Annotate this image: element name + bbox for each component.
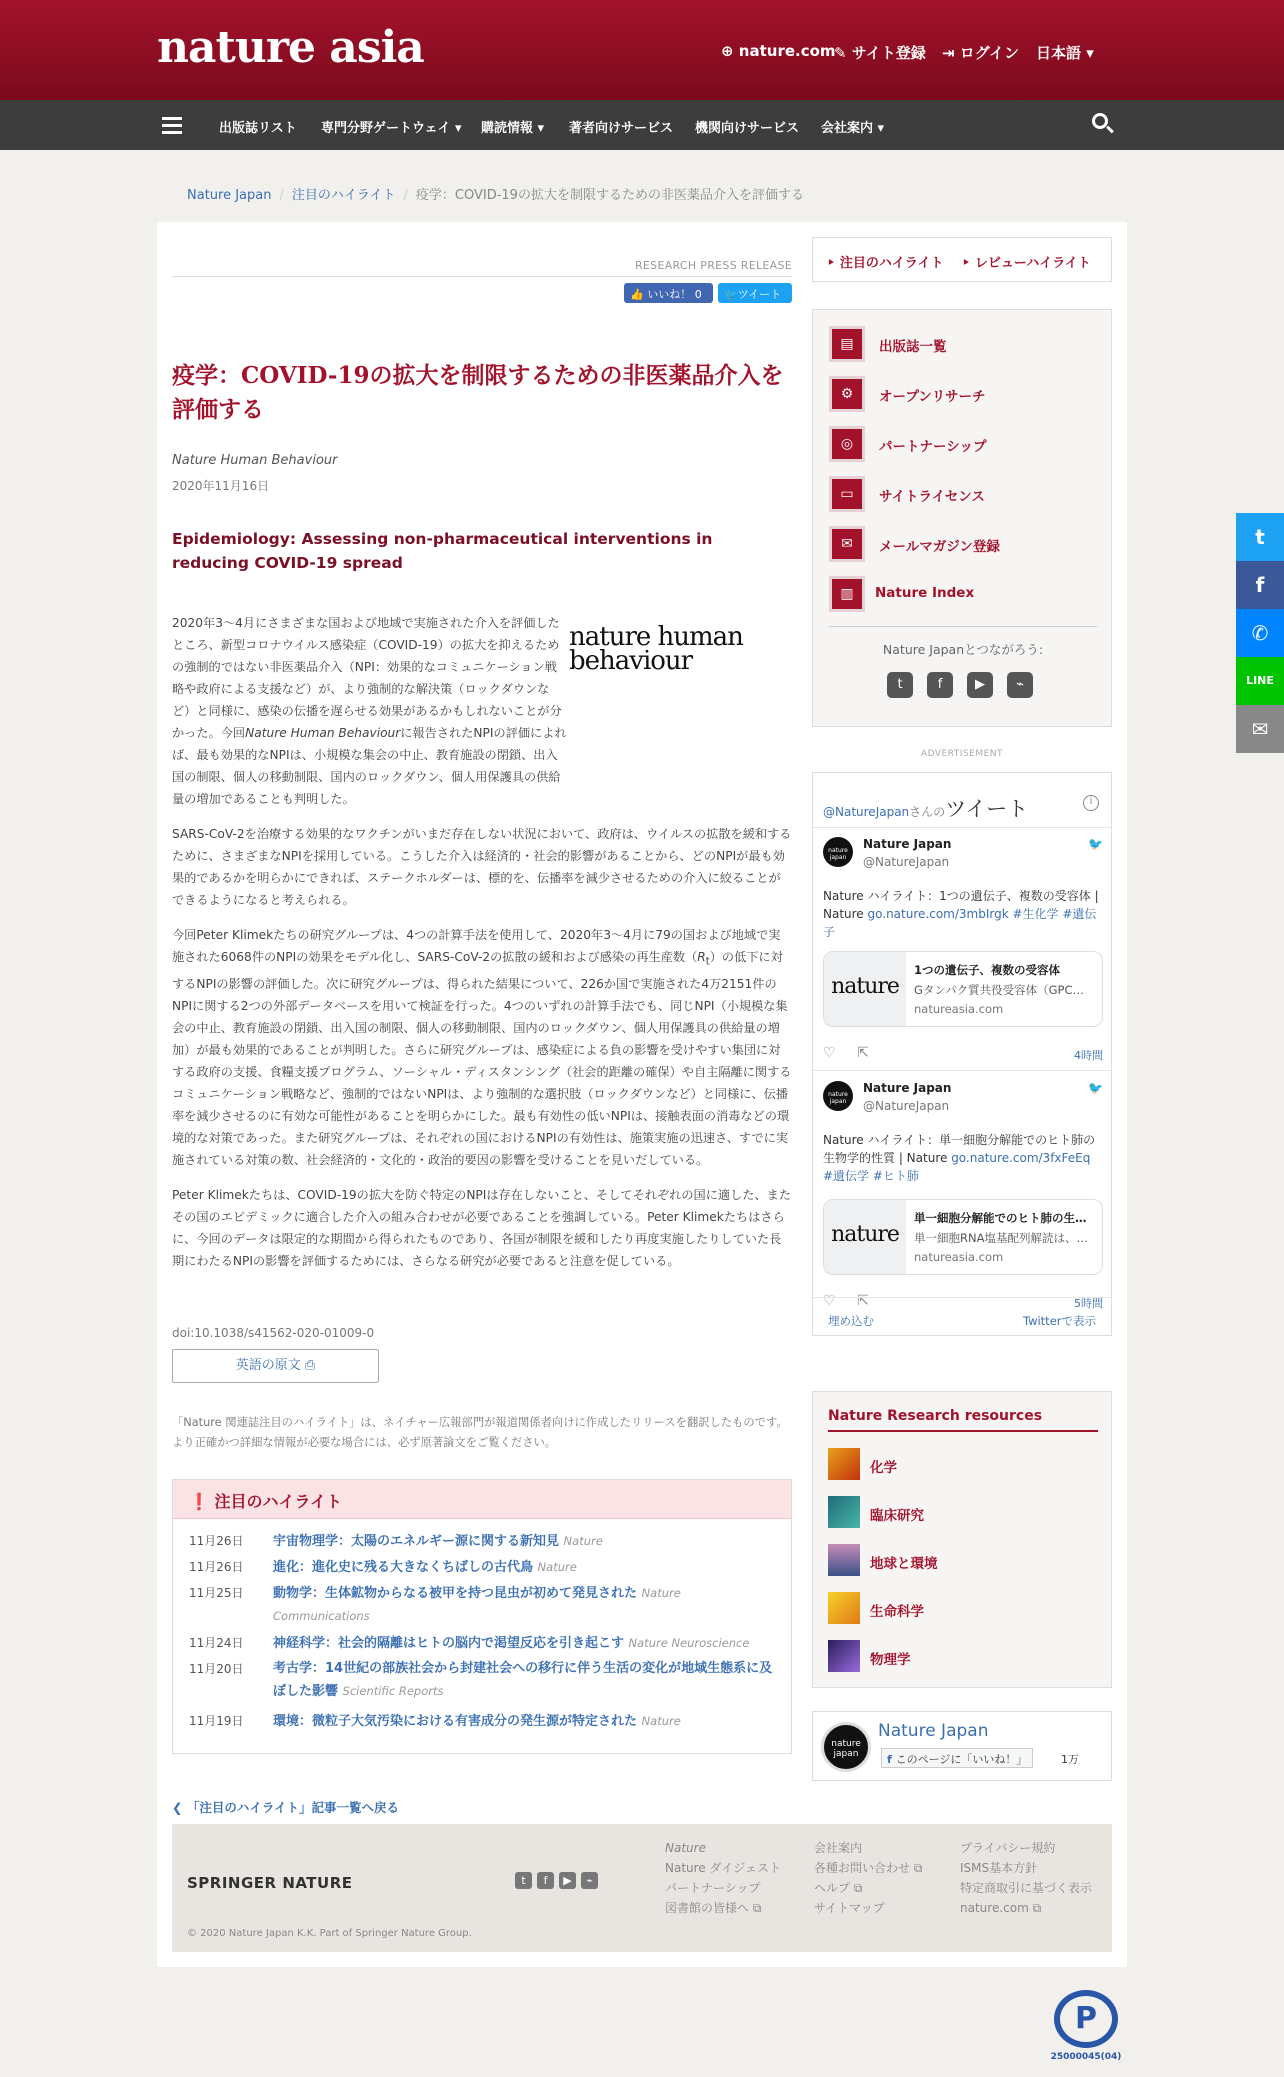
facebook-like-button[interactable]: 👍 いいね！ 0	[624, 283, 713, 303]
tweet-text: Nature ハイライト：1つの遺伝子、複数の受容体 | Nature go.nature.com/3mbIrgk #生化学 #遺伝子	[823, 889, 1099, 939]
paragraph-4: Peter Klimekたちは、COVID-19の拡大を防ぐ特定のNPIは存在しないこと、そしてそれぞれの国に適した、またその国のエピデミックに適合した介入の組み合わせが必要であることを強調している。Peter Klimekたちはさらに、今回のデータは限定的な期間から得られたものであり、各国が制限を緩和したり再度実施したりしていた長期にわたるNPIの影響を評価するためには、さらなる研究が必要であると注意を促している。	[172, 1188, 792, 1269]
hamburger-menu-icon[interactable]	[162, 115, 182, 135]
nature-com-link[interactable]: ⊕ nature.com	[721, 42, 836, 60]
chemistry-thumbnail	[828, 1448, 860, 1480]
resources-box: Nature Research resources 化学 臨床研究 地球と環境 生命科学 物理学	[812, 1391, 1112, 1688]
share-facebook-icon[interactable]: f	[1236, 561, 1284, 609]
journal-logo: nature human behaviour	[569, 622, 743, 676]
copyright: © 2020 Nature Japan K.K. Part of Springer Nature Group.	[187, 1928, 472, 1939]
divider	[813, 1297, 1111, 1298]
physics-thumbnail	[828, 1640, 860, 1672]
tab-highlights[interactable]: ‣ 注目のハイライト	[827, 256, 944, 271]
highlight-link[interactable]: 考古学：14世紀の部族社会から封建社会への移行に伴う生活の変化が地域生態系に及ぼした影響	[273, 1661, 773, 1699]
target-icon: ◎	[829, 426, 865, 462]
language-dropdown[interactable]: 日本語 ▾	[1036, 44, 1094, 62]
external-link-icon: ⧉	[913, 1861, 923, 1875]
resources-title: Nature Research resources	[828, 1408, 1098, 1432]
nav-subscription[interactable]: 購読情報 ▾	[481, 121, 545, 136]
twitter-timeline	[812, 772, 1112, 1336]
tweet-actions	[823, 1293, 1103, 1309]
nav-journals[interactable]: 出版誌リスト	[219, 121, 297, 136]
divider	[829, 626, 1097, 627]
bar-chart-icon: ▥	[829, 576, 865, 612]
avatar: nature japan	[823, 837, 853, 867]
paragraph-3: 今回Peter Klimekたちの研究グループは、4つの計算手法を使用して、2020年3～4月に79の国および地域で実施された6068件のNPIの効果をモデル化し、SARS-CoV-2の拡散の緩和および感染の再生産数$(R_t)$の低下に対するNPIの影響の評価した。次に研究グループは、得られた結果について、226か国で実施された4万2151件のNPIに関する2つの外部データベースを用いて検証を行った。4つのいずれの計算手法でも、同じNPI（小規模な集会の中止、教育施設の閉鎖、出入国の制限、個人の移動制限、国内のロックダウン、個人用保護具の供給量の増加）が最も効果的であることが判明した。さらに研究グループは、感染症による負の影響を受けやすい集団に対する政府の支援、食糧支援プログラム、ソーシャル・ディスタンシング（社会的距離の確保）や自主隔離に関するコミュニケーション戦略など、強制的ではないNPIは、より強制的な選択肢（ロックダウンなど）と同様に、伝播率を減少させるのに有効な可能性があることを明らかにした。最も有効性の低いNPIは、接触表面の消毒などの環境的な対策であった。また研究グループは、それぞれの国におけるNPIの有効性は、施策実施の迅速さ、すでに実施されている対策の数、社会経済的・文化的・政治的要因の影響を受けることを見いだしている。	[172, 928, 792, 1168]
highlights-heading: ❗ 注目のハイライト	[173, 1480, 791, 1519]
heart-icon[interactable]: ♡	[823, 1293, 836, 1309]
exclamation-icon: ❗	[189, 1492, 209, 1511]
rss-icon[interactable]: ⌁	[1007, 672, 1033, 698]
doi: doi:10.1038/s41562-020-01009-0	[172, 1326, 375, 1340]
footer-col-3: プライバシー規約 ISMS基本方針 特定商取引に基づく表示 nature.com ⧉	[960, 1841, 1093, 1915]
footer	[172, 1824, 1112, 1952]
login-icon: ⇥	[942, 44, 960, 62]
nav-author-services[interactable]: 著者向けサービス	[569, 121, 674, 136]
highlight-link[interactable]: 進化：進化史に残る大きなくちばしの古代鳥	[273, 1560, 534, 1575]
advertisement-label: ADVERTISEMENT	[920, 749, 1004, 759]
twitter-bird-icon[interactable]: 🐦	[1088, 1081, 1103, 1095]
rss-icon[interactable]: ⌁	[581, 1872, 598, 1889]
facebook-icon[interactable]: f	[537, 1872, 554, 1889]
external-link-icon: ⧉	[853, 1881, 863, 1895]
tweet-author[interactable]: Nature Japan	[863, 837, 952, 851]
privacy-mark-icon: P	[1054, 1990, 1118, 2048]
fb-page-like-button[interactable]: f このページに「いいね！」	[881, 1748, 1033, 1768]
twitter-handle-link[interactable]: @NatureJapan	[823, 805, 910, 819]
paragraph-1: 2020年3～4月にさまざまな国および地域で実施された介入を評価したところ、新型コロナウイルス感染症（COVID-19）の拡大を抑えるための強制的ではない非医薬品介入（NPI：効果的なコミュニケーション戦略や政府による支援など）が、より強制的な解決策（ロックダウンなど）と同様に、感染の伝播を遅らせる効果があるかもしれないことが分かった。今回Nature Human Behaviourに報告されたNPIの評価によれば、最も効果的なNPIは、小規模な集会の中止、教育施設の閉鎖、出入国の制限、個人の移動制限、国内のロックダウン、個人用保護具の供給量の増加であることも判明した。	[172, 616, 567, 806]
sidebar-item-newsletter[interactable]: ✉ メールマガジン登録	[829, 526, 1099, 562]
chevron-left-icon: ❮	[172, 1800, 187, 1815]
login-link[interactable]: ⇥ ログイン	[942, 44, 1020, 62]
twitter-icon: 🐦	[724, 288, 738, 301]
highlight-link[interactable]: 宇宙物理学：太陽のエネルギー源に関する新知見	[273, 1534, 560, 1549]
tweet	[823, 837, 1103, 1077]
divider	[172, 276, 792, 277]
sidebar-tabs	[812, 237, 1112, 282]
heart-icon[interactable]: ♡	[823, 1045, 836, 1061]
content-panel	[157, 222, 1127, 1967]
youtube-icon[interactable]: ▶	[967, 672, 993, 698]
sidebar-item-partnership[interactable]: ◎ パートナーシップ	[829, 426, 1099, 462]
tweet-time[interactable]: 4時間	[1074, 1049, 1103, 1062]
share-messenger-icon[interactable]: ✆	[1236, 609, 1284, 657]
divider	[813, 827, 1111, 828]
share-icon[interactable]: ⇱	[857, 1293, 869, 1309]
connect-label: Nature Japanとつながろう:	[882, 642, 1044, 657]
site-header	[0, 0, 1284, 100]
page-title: 疫学：COVID-19の拡大を制限するための非医薬品介入を評価する	[172, 362, 784, 423]
press-release-label: RESEARCH PRESS RELEASE	[634, 259, 792, 272]
share-line-icon[interactable]: LINE	[1236, 657, 1284, 705]
journal-name: Nature Human Behaviour	[172, 453, 338, 468]
view-on-twitter-link[interactable]: Twitterで表示	[1022, 1314, 1096, 1328]
twitter-icon[interactable]: t	[887, 672, 913, 698]
publication-date: 2020年11月16日	[172, 479, 270, 493]
footer-col-2: 会社案内 各種お問い合わせ ⧉ ヘルプ ⧉ サイトマップ	[814, 1841, 923, 1915]
original-paper-button[interactable]: 英語の原文 ⎙	[172, 1349, 379, 1383]
thumbs-up-icon: 👍	[630, 288, 648, 301]
sidebar-item-open-research[interactable]: ⚙ オープンリサーチ	[829, 376, 1099, 412]
nav-institution-services[interactable]: 機関向けサービス	[695, 121, 800, 136]
highlights-box: ❗ 注目のハイライト 11月26日 宇宙物理学：太陽のエネルギー源に関する新知見 Nature 11月26日 進化：進化史に残る大きなくちばしの古代鳥 Nature 11月25日 動物学：生体鉱物からなる被甲を持つ昆虫が初めて発見された Nature Communications 11月24日 神経科学：社会的隔離はヒトの脳内で渇望反応を引き起こす Nature Neuroscience 11月20日 考古学：14世紀の部族社会から封建社会への移行に伴う生活の変化が地域生態系に及ぼした影響 Scientific Reports 11月19日 環境：微粒子大気汚染における有害成分の発生源が特定された Nature	[172, 1479, 792, 1754]
sidebar-item-site-license[interactable]: ▭ サイトライセンス	[829, 476, 1099, 512]
tweet-actions	[823, 1045, 1103, 1061]
life-science-thumbnail	[828, 1592, 860, 1624]
link-card[interactable]: nature 1つの遺伝子、複数の受容体 Gタンパク質共役受容体（GPC… natureasia.com	[823, 951, 1103, 1027]
laptop-icon: ▭	[829, 476, 865, 512]
highlight-link[interactable]: 神経科学：社会的隔離はヒトの脳内で渇望反応を引き起こす	[273, 1636, 625, 1651]
share-twitter-icon[interactable]: t	[1236, 513, 1284, 561]
document-icon: ⎙	[304, 1358, 316, 1373]
breadcrumb-current: 疫学：COVID-19の拡大を制限するための非医薬品介入を評価する	[415, 188, 804, 203]
site-logo[interactable]: nature asia	[157, 22, 424, 73]
share-email-icon[interactable]: ✉	[1236, 705, 1284, 753]
privacy-mark	[1046, 1990, 1126, 2070]
share-icon[interactable]: ⇱	[857, 1045, 869, 1061]
highlight-link[interactable]: 環境：微粒子大気汚染における有害成分の発生源が特定された	[273, 1714, 638, 1729]
tab-review-highlights[interactable]: ‣ レビューハイライト	[962, 256, 1091, 271]
earth-thumbnail	[828, 1544, 860, 1576]
search-icon-handle	[1106, 126, 1114, 134]
register-link[interactable]: ✎ サイト登録	[834, 44, 926, 62]
divider	[813, 1070, 1111, 1071]
breadcrumb: Nature Japan / 注目のハイライト / 疫学：COVID-19の拡大を制限するための非医薬品介入を評価する	[187, 188, 804, 203]
english-title: Epidemiology: Assessing non-pharmaceutical interventions in reducing COVID-19 spread	[172, 530, 713, 572]
facebook-icon[interactable]: f	[927, 672, 953, 698]
paragraph-2: SARS-CoV-2を治療する効果的なワクチンがいまだ存在しない状況において、政府は、ウイルスの拡散を緩和するために、さまざまなNPIを採用している。こうした介入は経済的・社会的影響があることから、どのNPIが最も効果的であるかを明らかにできれば、ステークホルダーは、標的を、伝播率を減少させるための介入に絞ることができるようになると考えられる。	[172, 827, 792, 907]
embed-link[interactable]: 埋め込む	[828, 1314, 874, 1328]
footer-col-1: Nature Nature ダイジェスト パートナーシップ 図書館の皆様へ ⧉	[665, 1841, 782, 1915]
disclaimer-note: 「Nature 関連誌注目のハイライト」は、ネイチャー広報部門が報道関係者向けに作成したリリースを翻訳したものです。より正確かつ詳細な情報が必要な場合には、必ず原著論文をご覧ください。	[172, 1416, 788, 1449]
avatar: nature japan	[823, 1081, 853, 1111]
sidebar-menu	[812, 309, 1112, 727]
gears-icon: ⚙	[829, 376, 865, 412]
link-card[interactable]: nature 単一細胞分解能でのヒト肺の生… 単一細胞RNA塩基配列解読は、… natureasia.com	[823, 1199, 1103, 1275]
fb-like-count: 1万	[1061, 1753, 1079, 1766]
main-nav	[0, 100, 1284, 150]
fb-page-name[interactable]: Nature Japan	[878, 1721, 989, 1741]
external-link-icon: ⧉	[752, 1901, 762, 1915]
clinical-thumbnail	[828, 1496, 860, 1528]
tweet-author[interactable]: Nature Japan	[863, 1081, 952, 1095]
youtube-icon[interactable]: ▶	[559, 1872, 576, 1889]
sidebar-item-nature-index[interactable]: ▥ Nature Index	[829, 576, 1099, 612]
book-icon: ▤	[829, 326, 865, 362]
highlight-link[interactable]: 動物学：生体鉱物からなる被甲を持つ昆虫が初めて発見された	[273, 1586, 638, 1601]
privacy-mark-number: 25000045(04)	[1050, 2052, 1122, 2062]
envelope-icon: ✉	[829, 526, 865, 562]
card-logo: nature	[824, 1200, 906, 1275]
nav-subject-gateway[interactable]: 専門分野ゲートウェイ ▾	[321, 121, 462, 136]
article-body	[172, 612, 792, 1285]
twitter-icon[interactable]: t	[515, 1872, 532, 1889]
breadcrumb-highlights[interactable]: 注目のハイライト	[291, 188, 396, 203]
timeline-heading: @NatureJapanさんのツイート	[823, 797, 1029, 821]
nav-about[interactable]: 会社案内 ▾	[821, 121, 885, 136]
edit-icon: ✎	[834, 44, 852, 62]
back-to-list-link[interactable]: ❮ 「注目のハイライト」記事一覧へ戻る	[172, 1800, 399, 1815]
card-logo: nature	[824, 952, 906, 1027]
tweet-handle[interactable]: @NatureJapan	[863, 1099, 950, 1113]
tweet-handle[interactable]: @NatureJapan	[863, 855, 950, 869]
breadcrumb-home[interactable]: Nature Japan	[187, 188, 272, 203]
tweet	[823, 1081, 1103, 1311]
tweet-time[interactable]: 5時間	[1074, 1297, 1103, 1310]
info-icon[interactable]: i	[1083, 795, 1099, 811]
tweet-text: Nature ハイライト：単一細胞分解能でのヒト肺の生物学的性質 | Nature go.nature.com/3fxFeEq #遺伝学 #ヒト肺	[823, 1133, 1096, 1183]
twitter-bird-icon[interactable]: 🐦	[1088, 837, 1103, 851]
tweet-button[interactable]: 🐦ツイート	[718, 283, 792, 303]
facebook-icon: f	[887, 1753, 896, 1766]
globe-icon: ⊕	[721, 42, 739, 60]
springer-nature-logo: SPRINGER NATURE	[187, 1874, 353, 1892]
facebook-page-widget	[812, 1711, 1112, 1781]
sidebar-item-journals[interactable]: ▤ 出版誌一覧	[829, 326, 1099, 362]
external-link-icon: ⧉	[1032, 1901, 1042, 1915]
nature-japan-avatar: nature japan	[821, 1722, 871, 1772]
